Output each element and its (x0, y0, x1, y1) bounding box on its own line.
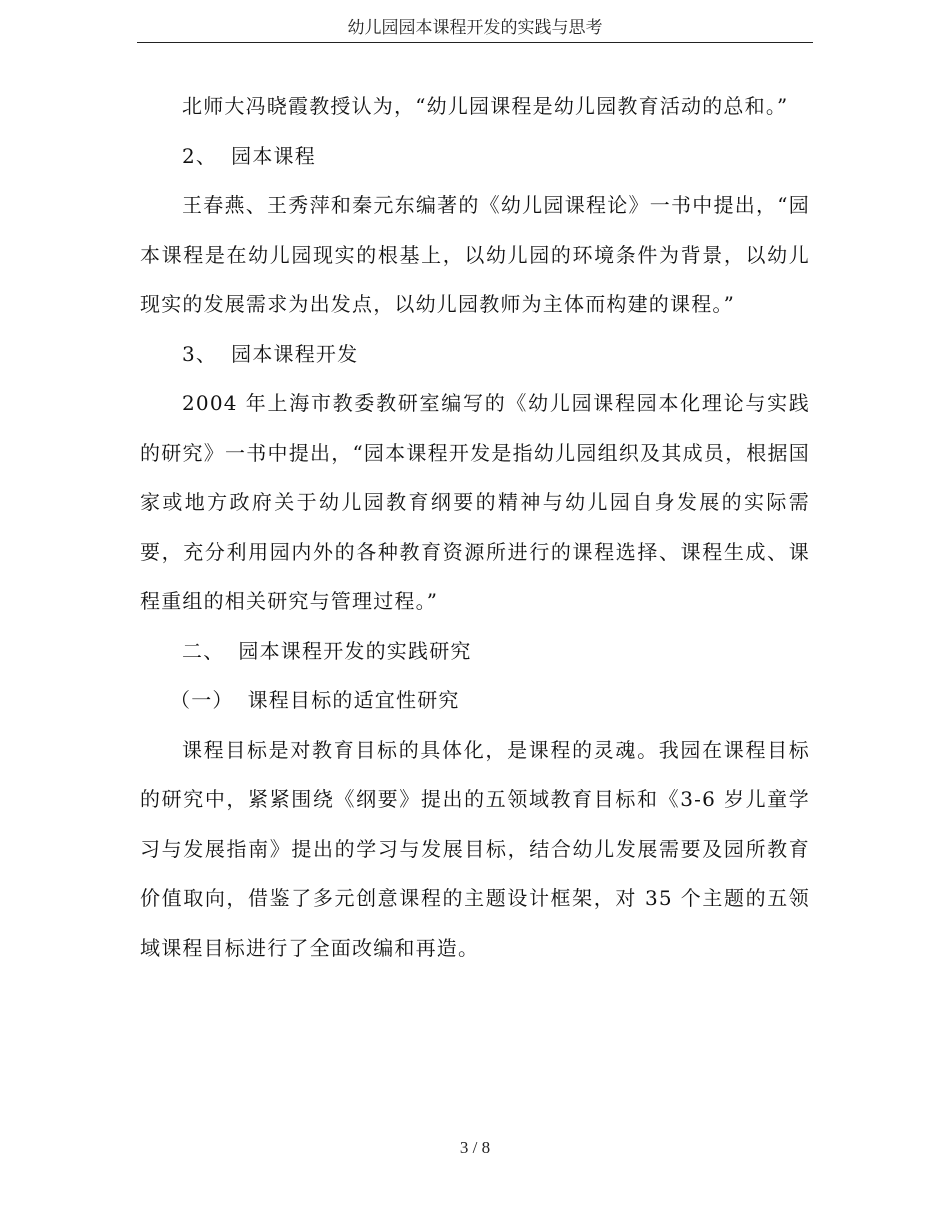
heading-number: 二、 (182, 638, 225, 663)
heading-number: （一） (170, 688, 234, 712)
document-body (140, 82, 810, 973)
header-title: 幼儿园园本课程开发的实践与思考 (347, 18, 603, 38)
heading-text: 园本课程开发 (231, 341, 359, 366)
section-heading-practice (140, 627, 810, 677)
heading-number: 3、 (182, 341, 218, 366)
page-footer (0, 1138, 950, 1158)
heading-number: 2、 (182, 143, 218, 168)
heading-text: 园本课程 (231, 143, 316, 168)
paragraph-course-goals: 课程目标是对教育目标的具体化，是课程的灵魂。我园在课程目标的研究中，紧紧围绕《纲要》提出的五领域教育目标和《3-6 岁儿童学习与发展指南》提出的学习与发展目标，结合幼儿发展需要及园所教育价值取向，借鉴了多元创意课程的主题设计框架，对 35 个主题的五领域课程目标进行了全面改编和再造。 (140, 737, 810, 960)
page-number: 3 / 8 (459, 1138, 491, 1157)
paragraph-kecheng-lun: 王春燕、王秀萍和秦元东编著的《幼儿园课程论》一书中提出，“园本课程是在幼儿园现实的根基上，以幼儿园的环境条件为背景，以幼儿现实的发展需求为出发点，以幼儿园教师为主体而构建的课程。” (140, 193, 810, 316)
subheading-course-goals (140, 676, 810, 726)
heading-yuanben-kecheng (140, 132, 810, 182)
page-header (137, 14, 813, 43)
paragraph-shanghai-2004: 2004 年上海市教委教研室编写的《幼儿园课程园本化理论与实践的研究》一书中提出，“园本课程开发是指幼儿园组织及其成员，根据国家或地方政府关于幼儿园教育纲要的精神与幼儿园自身发展的实际需要，充分利用园内外的各种教育资源所进行的课程选择、课程生成、课程重组的相关研究与管理过程。” (140, 391, 810, 613)
heading-text: 园本课程开发的实践研究 (238, 638, 472, 663)
paragraph-feng-xiaoxia: 北师大冯晓霞教授认为，“幼儿园课程是幼儿园教育活动的总和。” (182, 94, 789, 118)
heading-text: 课程目标的适宜性研究 (247, 688, 460, 712)
heading-kecheng-kaifa (140, 330, 810, 380)
